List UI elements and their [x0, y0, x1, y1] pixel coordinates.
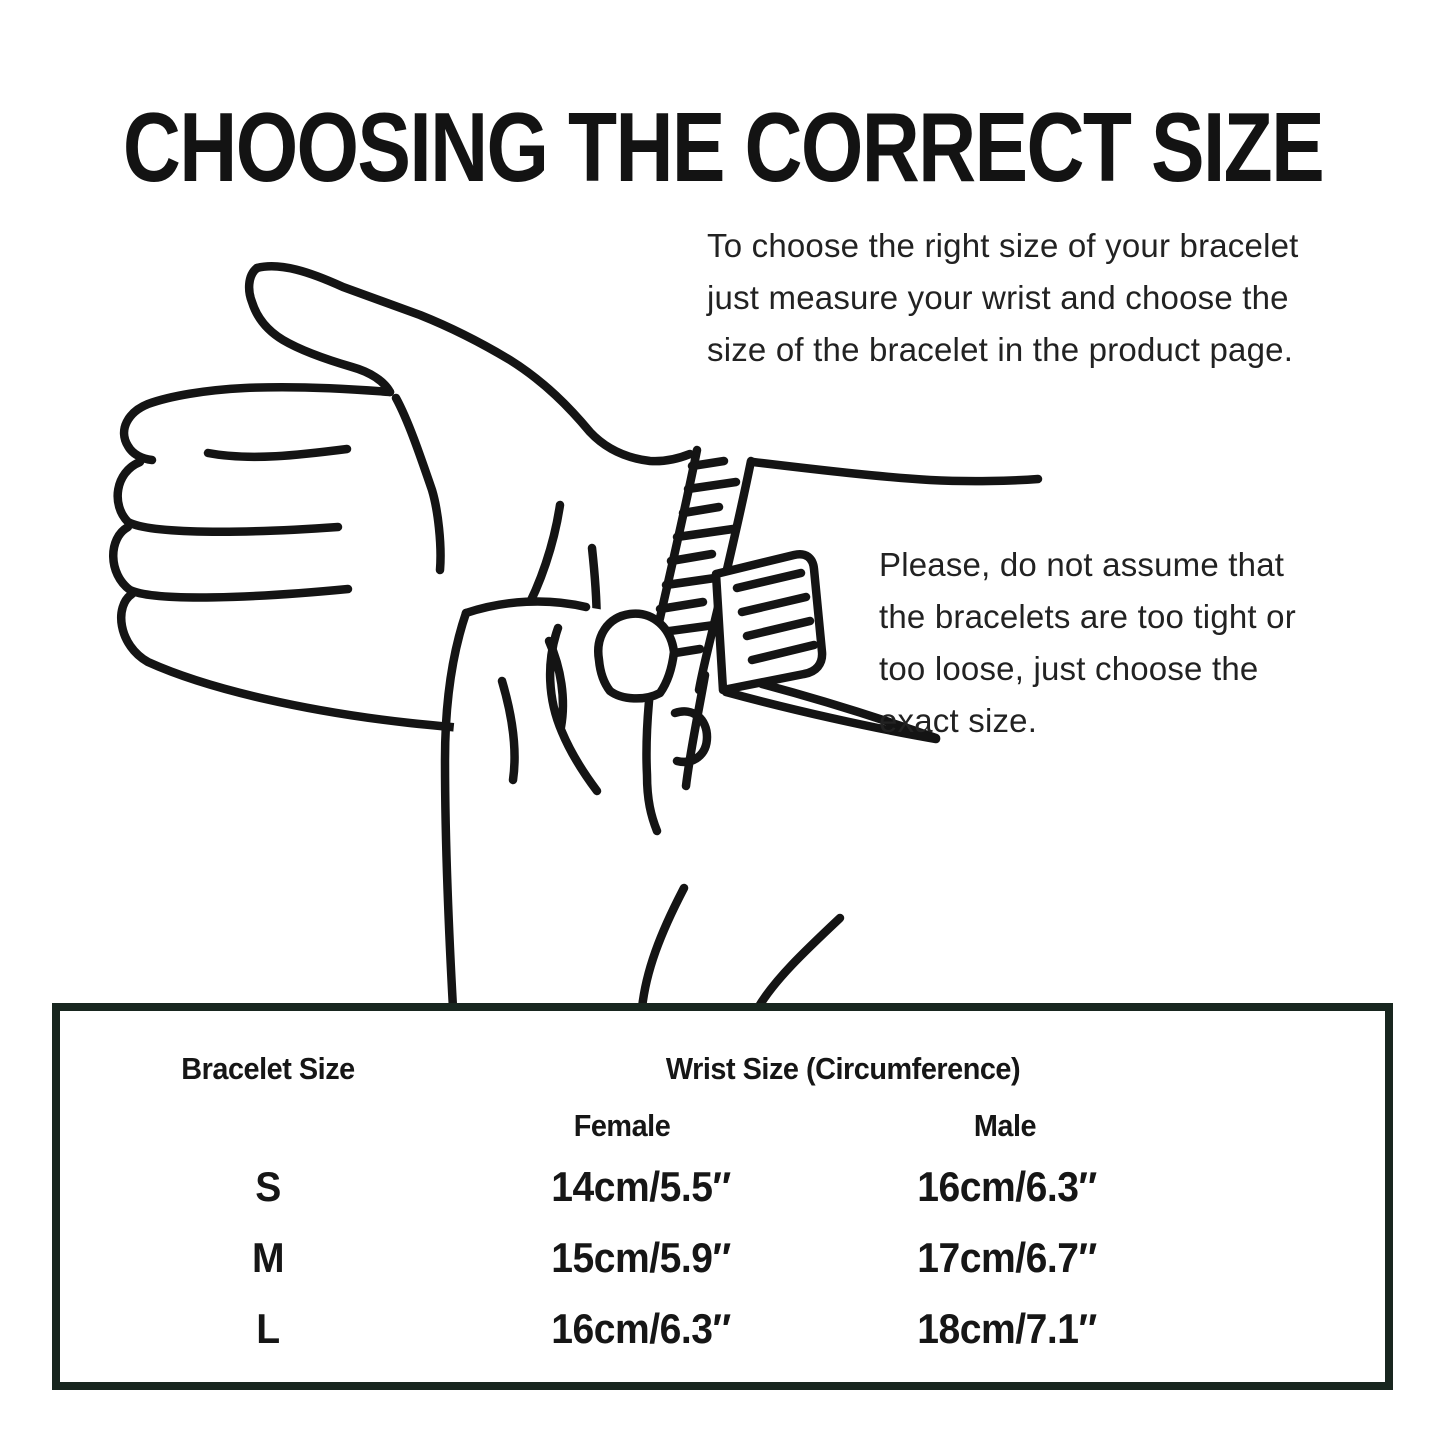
intro-line: To choose the right size of your bracelet — [707, 227, 1299, 264]
col-header-bracelet-size: Bracelet Size — [181, 1051, 355, 1086]
forearm-line — [753, 462, 1038, 481]
row-s-male: 16cm/6.3″ — [917, 1163, 1097, 1210]
intro-line: size of the bracelet in the product page. — [707, 331, 1294, 368]
sub-header-female: Female — [573, 1108, 671, 1143]
row-l-female: 16cm/6.3″ — [551, 1305, 731, 1352]
note-line: Please, do not assume that — [879, 546, 1285, 583]
row-m-female: 15cm/5.9″ — [551, 1234, 731, 1281]
note-line: the bracelets are too tight or — [879, 598, 1296, 635]
col-header-wrist-size: Wrist Size (Circumference) — [665, 1051, 1021, 1086]
note-paragraph — [879, 539, 1296, 747]
sub-header-male: Male — [973, 1108, 1037, 1143]
note-line: too loose, just choose the — [879, 650, 1259, 687]
row-size-m: M — [251, 1234, 285, 1281]
row-m-male: 17cm/6.7″ — [917, 1234, 1097, 1281]
row-size-s: S — [255, 1163, 281, 1210]
thumbnail — [598, 614, 674, 699]
intro-line: just measure your wrist and choose the — [707, 279, 1289, 316]
intro-paragraph — [707, 220, 1299, 376]
row-size-l: L — [256, 1305, 280, 1352]
row-l-male: 18cm/7.1″ — [917, 1305, 1097, 1352]
row-s-female: 14cm/5.5″ — [551, 1163, 731, 1210]
page-title: CHOOSING THE CORRECT SIZE — [122, 92, 1323, 202]
note-line: exact size. — [879, 702, 1038, 739]
